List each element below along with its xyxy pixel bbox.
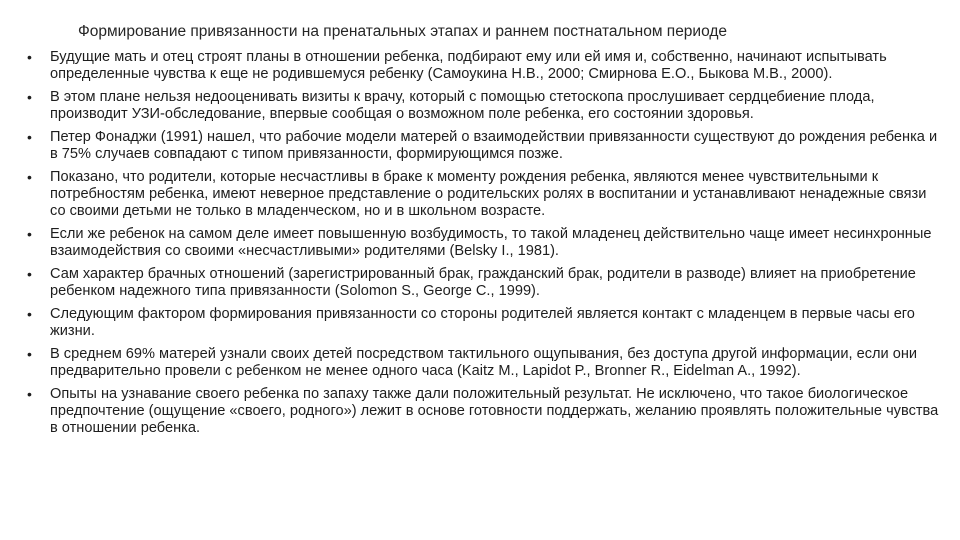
bullet-dot: • xyxy=(27,49,32,65)
bullet-item xyxy=(22,49,940,83)
bullet-item xyxy=(22,306,940,340)
bullet-item xyxy=(22,346,940,380)
bullet-item xyxy=(22,226,940,260)
bullet-text: В среднем 69% матерей узнали своих детей посредством тактильного ощупывания, без доступа другой информации, если они предварительно провели с ребенком не менее одного часа (Kaitz M., Lapidot P., Bronner R., Eidelman A., 1992). xyxy=(50,346,918,379)
bullet-item xyxy=(22,386,940,437)
bullet-dot: • xyxy=(27,129,32,145)
slide-title: Формирование привязанности на пренатальных этапах и раннем постнатальном периоде xyxy=(78,23,728,40)
bullet-text: Показано, что родители, которые несчастливы в браке к моменту рождения ребенка, являются менее чувствительными к потребностям ребенка, имеют неверное представление о родительских ролях в воспитании и устанавливают ненадежные связи со своими детьми не только в младенческом, но и в школьном возрасте. xyxy=(50,169,927,219)
bullet-text: Следующим фактором формирования привязанности со стороны родителей является контакт с младенцем в первые часы его жизни. xyxy=(50,306,915,339)
bullet-item xyxy=(22,89,940,123)
bullet-dot: • xyxy=(27,386,32,402)
bullet-text: Сам характер брачных отношений (зарегистрированный брак, гражданский брак, родители в разводе) влияет на приобретение ребенком надежного типа привязанности (Solomon S., George C., 1999). xyxy=(50,266,916,299)
bullet-dot: • xyxy=(27,169,32,185)
bullet-text: В этом плане нельзя недооценивать визиты к врачу, который с помощью стетоскопа прослушивает сердцебиение плода, производит УЗИ-обследование, впервые сообщая о возможном поле ребенка, его состоянии здоровья. xyxy=(50,89,875,122)
bullet-dot: • xyxy=(27,226,32,242)
bullet-list xyxy=(22,49,940,443)
bullet-item xyxy=(22,266,940,300)
bullet-item xyxy=(22,129,940,163)
bullet-dot: • xyxy=(27,346,32,362)
bullet-dot: • xyxy=(27,306,32,322)
bullet-dot: • xyxy=(27,266,32,282)
bullet-text: Если же ребенок на самом деле имеет повышенную возбудимость, то такой младенец действительно чаще имеет несинхронные взаимодействия со своими «несчастливыми» родителями (Belsky I., 1981). xyxy=(50,226,932,259)
bullet-dot: • xyxy=(27,89,32,105)
bullet-text: Будущие мать и отец строят планы в отношении ребенка, подбирают ему или ей имя и, собственно, начинают испытывать определенные чувства к еще не родившемуся ребенку (Самоукина Н.В., 2000; Смирнова Е.О., Быкова М.В., 2000). xyxy=(50,49,887,82)
bullet-item xyxy=(22,169,940,220)
bullet-text: Петер Фонаджи (1991) нашел, что рабочие модели матерей о взаимодействии привязанности существуют до рождения ребенка и в 75% случаев совпадают с типом привязанности, формирующимся позже. xyxy=(50,129,938,162)
bullet-text: Опыты на узнавание своего ребенка по запаху также дали положительный результат. Не исключено, что такое биологическое предпочтение (ощущение «своего, родного») лежит в основе готовности поддержать, желанию проявлять положительные чувства в отношении ребенка. xyxy=(50,386,939,436)
